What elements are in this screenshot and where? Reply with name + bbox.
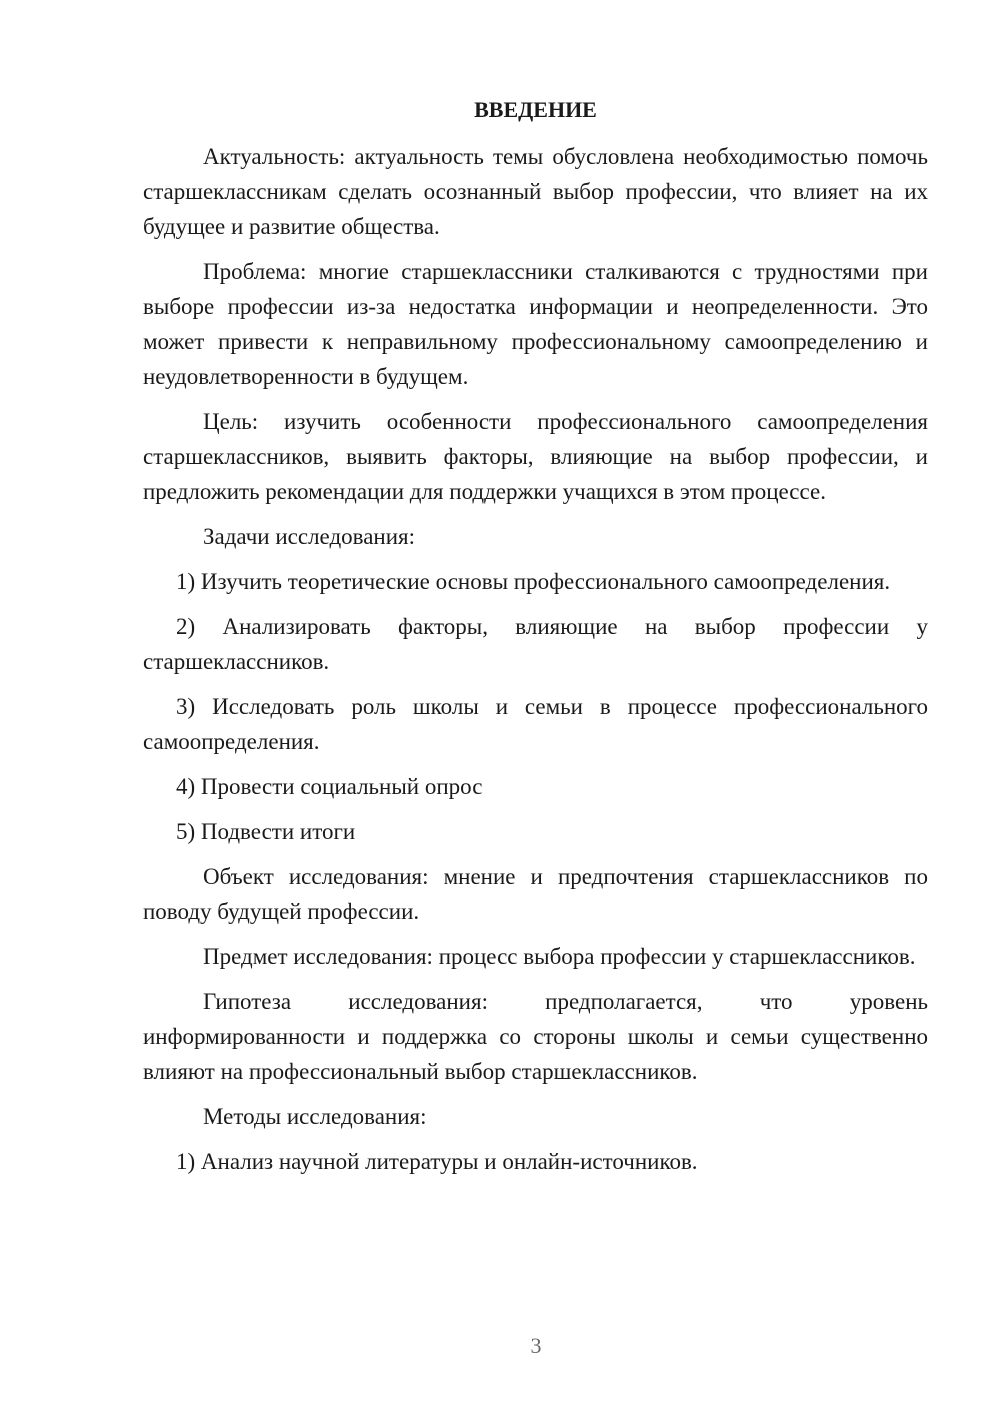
paragraph-object: Объект исследования: мнение и предпочтения старшеклассников по поводу будущей профессии. xyxy=(143,864,928,924)
method-item-1: 1) Анализ научной литературы и онлайн-источников. xyxy=(176,1149,698,1174)
task-item-2: 2) Анализировать факторы, влияющие на выбор профессии у старшеклассников. xyxy=(143,614,928,674)
document-page xyxy=(143,92,928,1189)
tasks-heading: Задачи исследования: xyxy=(203,524,416,549)
paragraph-problem: Проблема: многие старшеклассники сталкиваются с трудностями при выборе профессии из-за недостатка информации и неопределенности. Это может привести к неправильному профессиональному самоопределению и неудовлетворенности в будущем. xyxy=(143,259,928,389)
task-item-3: 3) Исследовать роль школы и семьи в процессе профессионального самоопределения. xyxy=(143,694,928,754)
methods-heading: Методы исследования: xyxy=(203,1104,427,1129)
task-item-4: 4) Провести социальный опрос xyxy=(176,774,483,799)
paragraph-relevance: Актуальность: актуальность темы обусловлена необходимостью помочь старшеклассникам сделать осознанный выбор профессии, что влияет на их будущее и развитие общества. xyxy=(143,144,928,239)
paragraph-hypothesis: Гипотеза исследования: предполагается, что уровень информированности и поддержка со стороны школы и семьи существенно влияют на профессиональный выбор старшеклассников. xyxy=(143,989,928,1084)
page-number: 3 xyxy=(530,1333,542,1358)
task-item-5: 5) Подвести итоги xyxy=(176,819,356,844)
section-title: ВВЕДЕНИЕ xyxy=(474,97,597,122)
task-item-1: 1) Изучить теоретические основы профессионального самоопределения. xyxy=(176,569,891,594)
paragraph-goal: Цель: изучить особенности профессионального самоопределения старшеклассников, выявить факторы, влияющие на выбор профессии, и предложить рекомендации для поддержки учащихся в этом процессе. xyxy=(143,409,928,504)
paragraph-subject: Предмет исследования: процесс выбора профессии у старшеклассников. xyxy=(203,944,916,969)
